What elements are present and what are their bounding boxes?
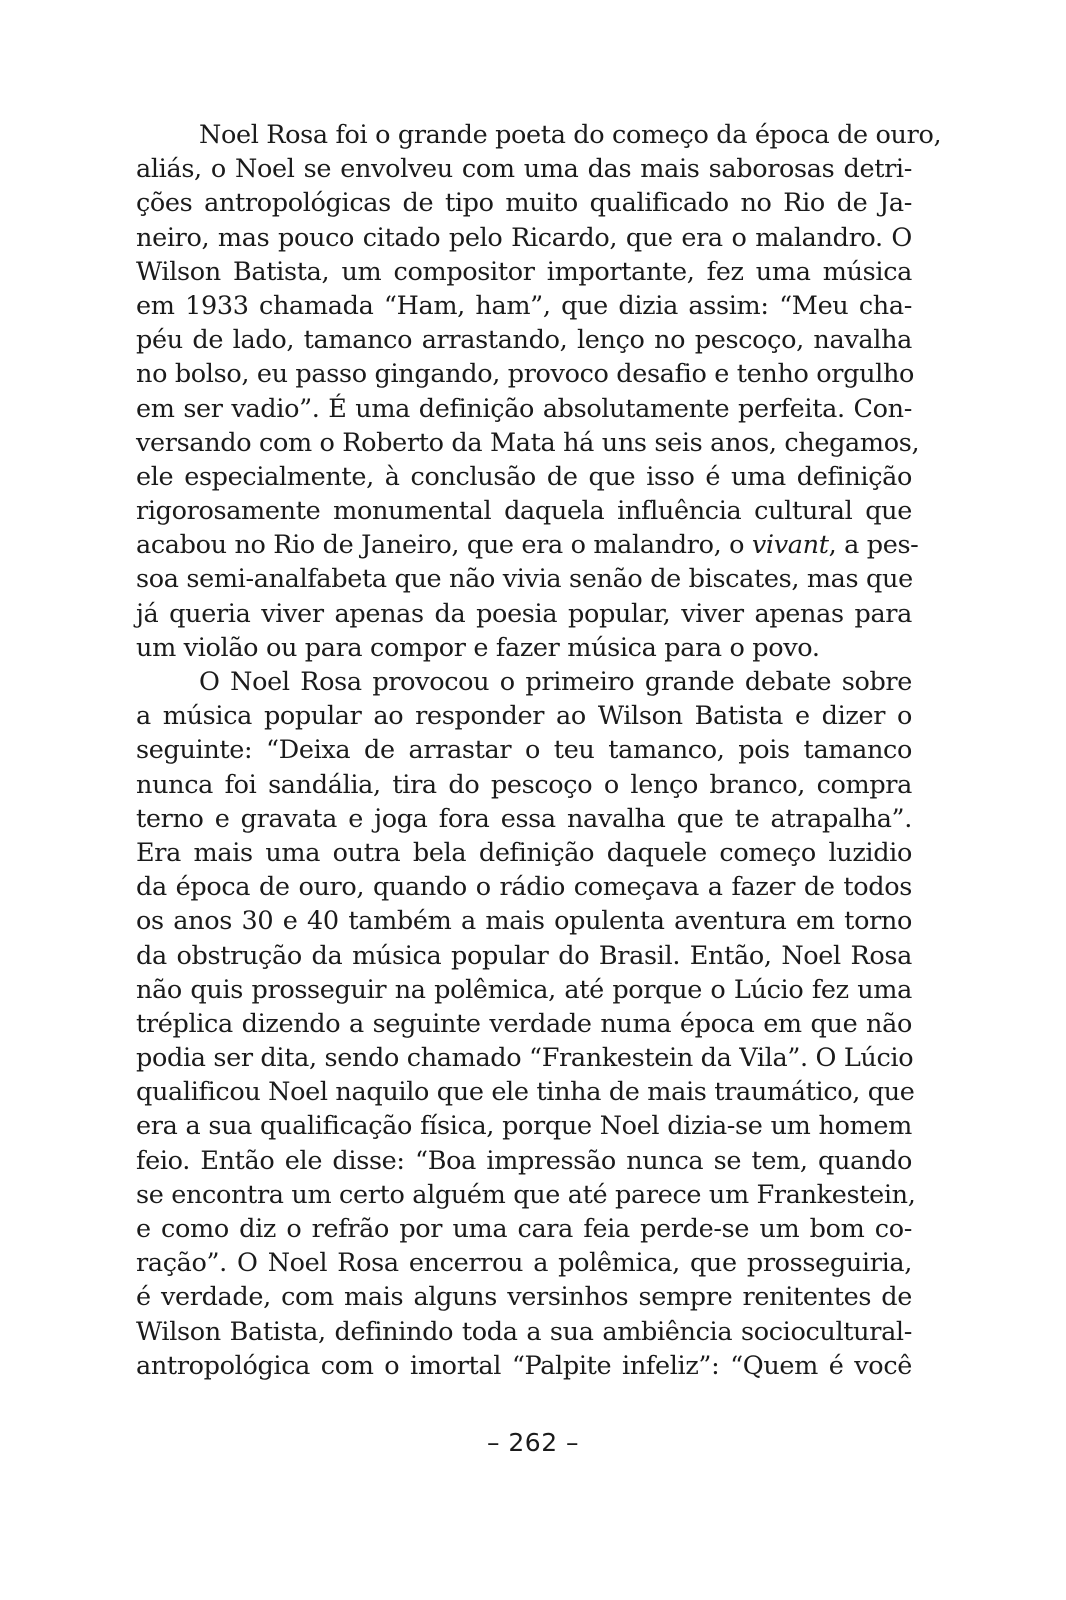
text-line: qualificou Noel naquilo que ele tinha de mais traumático, que (136, 1077, 915, 1108)
text-line: O Noel Rosa provocou o primeiro grande debate sobre (199, 667, 912, 697)
italic-word: vivant (751, 530, 829, 561)
text-line: era a sua qualificação física, porque Noel dizia-se um homem (136, 1111, 912, 1142)
text-line: Wilson Batista, definindo toda a sua ambiência sociocultural- (136, 1316, 912, 1347)
text-line: feio. Então ele disse: “Boa impressão nunca se tem, quando (136, 1145, 912, 1176)
text-line: é verdade, com mais alguns versinhos sempre renitentes de (136, 1282, 912, 1313)
text-line: neiro, mas pouco citado pelo Ricardo, que era o malandro. O (136, 222, 912, 253)
text-line: se encontra um certo alguém que até parece um Frankestein, (136, 1179, 916, 1210)
text-line: aliás, o Noel se envolveu com uma das mais saborosas detri- (136, 154, 912, 185)
text-line: da obstrução da música popular do Brasil. Então, Noel Rosa (136, 940, 912, 971)
text-line: já queria viver apenas da poesia popular, viver apenas para (136, 598, 912, 629)
text-line: Wilson Batista, um compositor importante, fez uma música (136, 256, 912, 287)
page-number: – 262 – (486, 1428, 580, 1457)
text-line: ções antropológicas de tipo muito qualificado no Rio de Ja- (136, 188, 912, 219)
text-line: ele especialmente, à conclusão de que isso é uma definição (136, 461, 912, 492)
text-line: terno e gravata e joga fora essa navalha que te atrapalha”. (136, 803, 912, 834)
text-line: nunca foi sandália, tira do pescoço o lenço branco, compra (136, 769, 912, 800)
body-text (136, 118, 942, 1383)
text-line: seguinte: “Deixa de arrastar o teu tamanco, pois tamanco (136, 735, 912, 766)
text-line: a música popular ao responder ao Wilson Batista e dizer o (136, 701, 912, 732)
text-line: rigorosamente monumental daquela influência cultural que (136, 496, 912, 527)
text-line: antropológica com o imortal “Palpite infeliz”: “Quem é você (136, 1350, 912, 1381)
text-line: tréplica dizendo a seguinte verdade numa época em que não (136, 1008, 912, 1039)
text-line: versando com o Roberto da Mata há uns seis anos, chegamos, (136, 427, 920, 458)
text-line: os anos 30 e 40 também a mais opulenta aventura em torno (136, 906, 912, 937)
text-line: podia ser dita, sendo chamado “Frankestein da Vila”. O Lúcio (136, 1043, 914, 1074)
text-line: soa semi-analfabeta que não vivia senão de biscates, mas que (136, 564, 913, 595)
text-line: em 1933 chamada “Ham, ham”, que dizia assim: “Meu cha- (136, 290, 912, 321)
text-line: ração”. O Noel Rosa encerrou a polêmica, que prosseguiria, (136, 1248, 912, 1279)
text-line: um violão ou para compor e fazer música para o povo. (136, 632, 820, 663)
text-line: não quis prosseguir na polêmica, até porque o Lúcio fez uma (136, 974, 912, 1005)
text-line: e como diz o refrão por uma cara feia perde-se um bom co- (136, 1214, 912, 1244)
text-line: péu de lado, tamanco arrastando, lenço no pescoço, navalha (136, 325, 912, 356)
text-line: da época de ouro, quando o rádio começava a fazer de todos (136, 872, 912, 903)
text-line: em ser vadio”. É uma definição absolutamente perfeita. Con- (136, 393, 912, 424)
text-segment: acabou no Rio de Janeiro, que era o malandro, o (136, 530, 752, 561)
text-segment: , a pes- (828, 530, 919, 561)
text-line: no bolso, eu passo gingando, provoco desafio e tenho orgulho (136, 359, 915, 390)
text-line: Era mais uma outra bela definição daquele começo luzidio (136, 837, 912, 868)
text-line (136, 528, 919, 562)
text-line: Noel Rosa foi o grande poeta do começo da época de ouro, (199, 120, 942, 150)
